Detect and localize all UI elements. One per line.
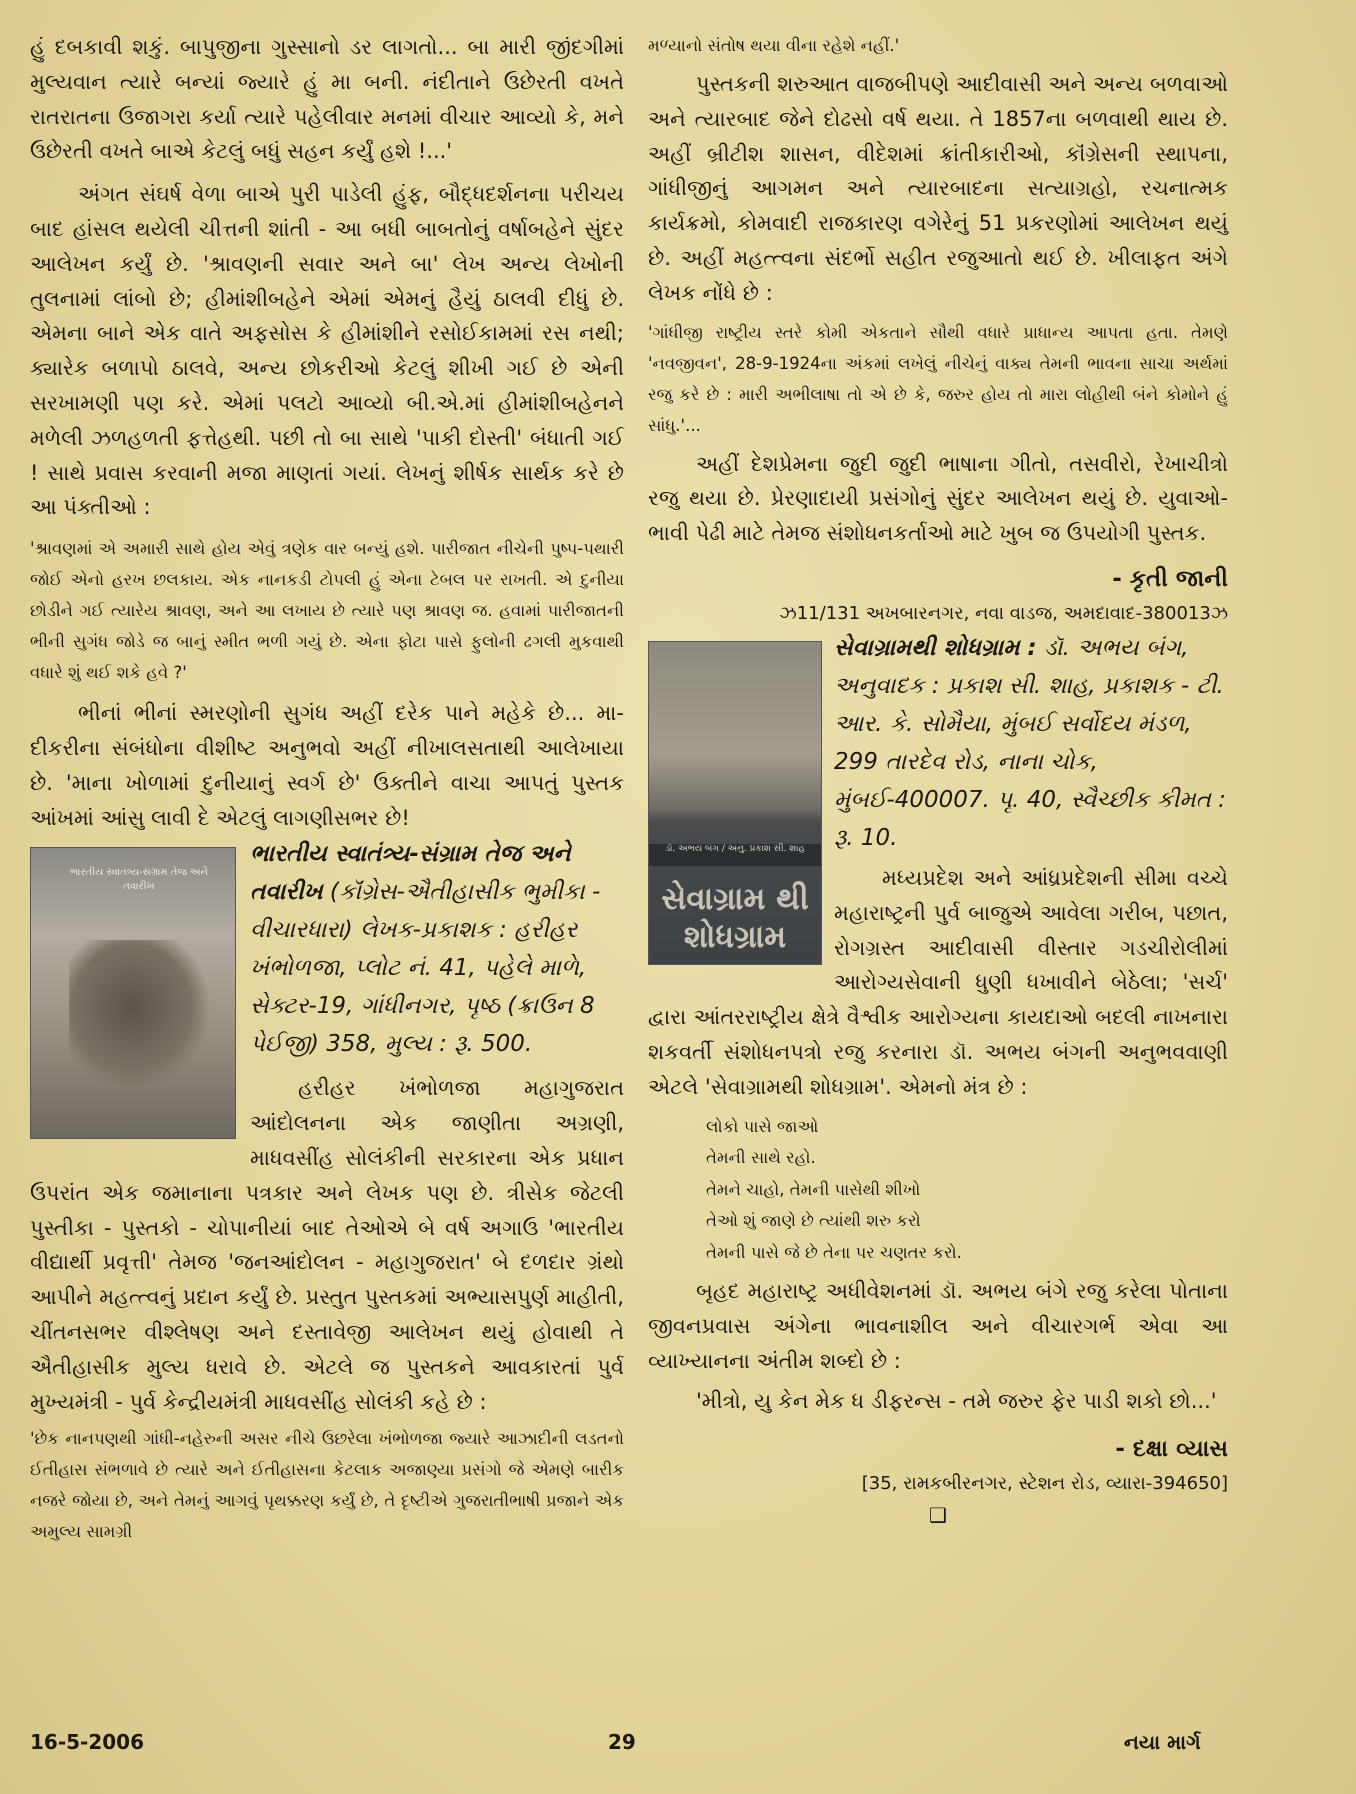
end-of-article-mark: ❑	[929, 1503, 947, 1528]
poem-line: તેમની પાસે જે છે તેના પર ચણતર કરો.	[706, 1242, 962, 1262]
poem-line: તેમની સાથે રહો.	[706, 1148, 816, 1168]
right-paragraph-4: બૃહદ મહારાષ્ટ્ર અધીવેશનમાં ડૉ. અભય બંગે રજુ કરેલા પોતાના જીવનપ્રવાસ અંગેના ભાવનાશીલ અને વીચારગર્ભ એવા આ વ્યાખ્યાનના અંતીમ શબ્દો છે :	[648, 1279, 1228, 1373]
book-cover-author: ડૉ. અભય બંગ / અનુ. પ્રકાશ સી. શાહ	[649, 844, 821, 866]
poem-line: લોકો પાસે જાઓ	[706, 1116, 819, 1136]
left-quote-2: 'છેક નાનપણથી ગાંધી-નહેરુની અસર નીચે ઉછરેલા ખંભોળજા જ્યારે આઝાદીની લડતનો ઈતીહાસ સંભળાવે છે ત્યારે અને ઈતીહાસના કેટલાક અજાણ્યા પ્રસંગો જે એમણે બારીક નજરે જોયા છે, અને તેમનું આગવું પૃથક્કરણ કર્યું છે, તે દૃષ્ટીએ ગુજરાતીભાષી પ્રજાને એક અમુલ્ય સામગ્રી	[30, 1429, 624, 1542]
left-paragraph-2: અંગત સંઘર્ષ વેળા બાએ પુરી પાડેલી હુંફ, બૌદ્ધદર્શનના પરીચય બાદ હાંસલ થયેલી ચીત્તની શાંતી - આ બધી બાબતોનું વર્ષાબહેને સુંદર આલેખન કર્યું છે. 'શ્રાવણની સવાર અને બા' લેખ અન્ય લેખોની તુલનામાં લાંબો છે; હીમાંશીબહેને એમાં એમનું હૈયું ઠાલવી દીધું છે. એમના બાને એક વાતે અફસોસ કે હીમાંશીને રસોઈકામમાં રસ નથી; ક્યારેક બળાપો ઠાલવે, અન્ય છોકરીઓ કેટલું શીખી ગઈ છે એની સરખામણી પણ કરે. એમાં પલટો આવ્યો બી.એ.માં હીમાંશીબહેનને મળેલી ઝળહળતી ફત્તેહથી. પછી તો બા સાથે 'પાકી દોસ્તી' બંધાતી ગઈ ! સાથે પ્રવાસ કરવાની મજા માણતાં ગયાં. લેખનું શીર્ષક સાર્થક કરે છે આ પંક્તીઓ :	[30, 182, 624, 520]
left-paragraph-1: હું દબકાવી શકું. બાપુજીના ગુસ્સાનો ડર લાગતો... બા મારી જીંદગીમાં મુલ્યવાન ત્યારે બન્યાં જ્યારે હું મા બની. નંદીતાને ઉછેરતી વખતે રાતરાતના ઉજાગરા કર્યા ત્યારે પહેલીવાર મનમાં વીચાર આવ્યો કે, મને ઉછેરતી વખતે બાએ કેટલું બધું સહન કર્યું હશે !...'	[30, 35, 624, 164]
right-paragraph-3: મધ્યપ્રદેશ અને આંધ્રપ્રદેશની સીમા વચ્ચે મહારાષ્ટ્રની પુર્વ બાજુએ આવેલા ગરીબ, પછાત, રોગગ્રસ્ત આદીવાસી વીસ્તાર ગડચીરોલીમાં આરોગ્યસેવાની ધુણી ધખાવીને બેઠેલા; 'સર્ચ' દ્વારા આંતરરાષ્ટ્રીય ક્ષેત્રે વૈશ્વીક આરોગ્યના કાયદાઓ બદલી નાખનારા શકવર્તી સંશોધનપત્રો રજુ કરનારા ડૉ. અભય બંગની અનુભવવાણી એટલે 'સેવાગ્રામથી શોધગ્રામ'. એમનો મંત્ર છે :	[648, 865, 1228, 1099]
book-cover-image	[30, 847, 236, 1139]
signature-2: - દક્ષા વ્યાસ	[1115, 1436, 1228, 1463]
book-cover-title: ભારતીય સ્વાતંત્ર્ય-સંગ્રામ તેજ અને તવારીખ	[70, 867, 208, 893]
signature-1: - કૃતી જાની	[1112, 565, 1228, 592]
page-number: 29	[608, 1730, 636, 1754]
right-quote-continuation: મળ્યાનો સંતોષ થયા વીના રહેશે નહીં.'	[648, 36, 900, 55]
magazine-name: નયા માર્ગ	[1124, 1730, 1201, 1754]
book-title: ભારતીય સ્વાતંત્ર્ય-સંગ્રામ તેજ અને તવારીખ	[250, 841, 571, 906]
book-cover-title-2: સેવાગ્રામ થી શોધગ્રામ	[661, 880, 809, 955]
book-details: (કૉંગ્રેસ-ઐતીહાસીક ભુમીકા - વીચારધારા) લેખક-પ્રકાશક : હરીહર ખંભોળજા, પ્લોટ નં. 41, પહેલે માળે, સેક્ટર-19, ગાંધીનગર, પૃષ્ઠ (ક્રાઉન 8 પેઈજી) 358, મુલ્ય : રૂ. 500.	[250, 879, 601, 1058]
poem-line: તેઓ શું જાણે છે ત્યાંથી શરુ કરો	[706, 1211, 921, 1231]
right-paragraph-5: 'મીત્રો, યુ કેન મેક ધ ડીફરન્સ - તમે જરુર ફેર પાડી શકો છો...'	[696, 1389, 1217, 1414]
left-paragraph-4: હરીહર ખંભોળજા મહાગુજરાત આંદોલનના એક જાણીતા અગ્રણી, માધવસીંહ સોલંકીની સરકારના એક પ્રધાન ઉપરાંત એક જમાનાના પત્રકાર અને લેખક પણ છે. ત્રીસેક જેટલી પુસ્તીકા - પુસ્તકો - ચોપાનીયાં બાદ તેઓએ બે વર્ષ અગાઉ 'ભારતીય વીદ્યાર્થી પ્રવૃત્તી' તેમજ 'જનઆંદોલન - મહાગુજરાત' બે દળદાર ગ્રંથો આપીને મહત્ત્વનું પ્રદાન કર્યું છે. પ્રસ્તુત પુસ્તકમાં અભ્યાસપુર્ણ માહીતી, ચીંતનસભર વીશ્લેષણ અને દસ્તાવેજી આલેખન થયું હોવાથી તે ઐતીહાસીક મુલ્ય ધરાવે છે. એટલે જ પુસ્તકને આવકારતાં પુર્વ મુખ્યમંત્રી - પુર્વ કેન્દ્રીયમંત્રી માધવસીંહ સોલંકી કહે છે :	[30, 1076, 624, 1414]
right-column	[648, 30, 1228, 1527]
left-column	[30, 30, 624, 1547]
book-cover-image-2	[648, 641, 822, 965]
address-1: ઝ11/131 અખબારનગર, નવા વાડજ, અમદાવાદ-380013ઝ	[779, 602, 1228, 624]
left-quote-1: 'શ્રાવણમાં એ અમારી સાથે હોય એવું ત્રણેક વાર બન્યું હશે. પારીજાત નીચેની પુષ્પ-પથારી જોઈ એનો હરખ છલકાય. એક નાનકડી ટોપલી હું એના ટેબલ પર રાખતી. એ દુનીયા છોડીને ગઈ ત્યારેય શ્રાવણ, અને આ લખાય છે ત્યારે પણ શ્રાવણ જ. હવામાં પારીજાતની ભીની સુગંધ જોડે જ બાનું સ્મીત ભળી ગયું છે. એના ફોટા પાસે ફુલોની ઢગલી મુકવાથી વધારે શું થઈ શકે હવે ?'	[30, 539, 624, 683]
right-paragraph-1: પુસ્તકની શરુઆત વાજબીપણે આદીવાસી અને અન્ય બળવાઓ અને ત્યારબાદ જેને દોઢસો વર્ષ થયા. તે 1857ના બળવાથી થાય છે. અહીં બ્રીટીશ શાસન, વીદેશમાં ક્રાંતીકારીઓ, કૉંગ્રેસની સ્થાપના, ગાંધીજીનું આગમન અને ત્યારબાદના સત્યાગ્રહો, રચનાત્મક કાર્યક્રમો, કોમવાદી રાજકારણ વગેરેનું 51 પ્રકરણોમાં આલેખન થયું છે. અહીં મહત્ત્વના સંદર્ભો સહીત રજુઆતો થઈ છે. ખીલાફત અંગે લેખક નોંધે છે :	[648, 72, 1228, 305]
left-paragraph-3: ભીનાં ભીનાં સ્મરણોની સુગંધ અહીં દરેક પાને મહેકે છે... મા-દીકરીના સંબંધોના વીશીષ્ટ અનુભવો અહીં નીખાલસતાથી આલેખાયા છે. 'માના ખોળામાં દુનીયાનું સ્વર્ગ છે' ઉક્તીને વાચા આપતું પુસ્તક આંખમાં આંસુ લાવી દે એટલું લાગણીસભર છે!	[30, 701, 624, 830]
book-details-2: ડૉ. અભય બંગ, અનુવાદક : પ્રકાશ સી. શાહ, પ્રકાશક - ટી. આર. કે. સોમૈયા, મુંબઈ સર્વોદય મંડળ, 299 તારદેવ રોડ, નાના ચોક, મુંબઈ-400007. પૃ. 40, સ્વૈચ્છીક કીમત : રૂ. 10.	[834, 634, 1226, 851]
mantra-poem	[648, 1111, 1228, 1269]
address-2: [35, રામકબીરનગર, સ્ટેશન રોડ, વ્યારા-394650]	[861, 1473, 1228, 1495]
book-title-2: સેવાગ્રામથી શોધગ્રામ :	[834, 634, 1037, 661]
issue-date: 16-5-2006	[30, 1730, 145, 1754]
right-quote-1: 'ગાંધીજી રાષ્ટ્રીય સ્તરે કોમી એકતાને સૌથી વધારે પ્રાધાન્ય આપતા હતા. તેમણે 'નવજીવન', 28-9-1924ના અંકમાં લખેલું નીચેનું વાક્ય તેમની ભાવના સાચા અર્થમાં રજુ કરે છે : મારી અભીલાષા તો એ છે કે, જરુર હોય તો મારા લોહીથી બંને કોમોને હું સાંધુ.'...	[648, 322, 1228, 435]
poem-line: તેમને ચાહો, તેમની પાસેથી શીખો	[706, 1179, 921, 1199]
india-map-illustration	[69, 940, 209, 1090]
right-paragraph-2: અહીં દેશપ્રેમના જુદી જુદી ભાષાના ગીતો, તસવીરો, રેખાચીત્રો રજુ થયા છે. પ્રેરણાદાયી પ્રસંગોનું સુંદર આલેખન થયું છે. યુવાઓ-ભાવી પેઢી માટે તેમજ સંશોધનકર્તાઓ માટે ખુબ જ ઉપયોગી પુસ્તક.	[648, 451, 1228, 546]
